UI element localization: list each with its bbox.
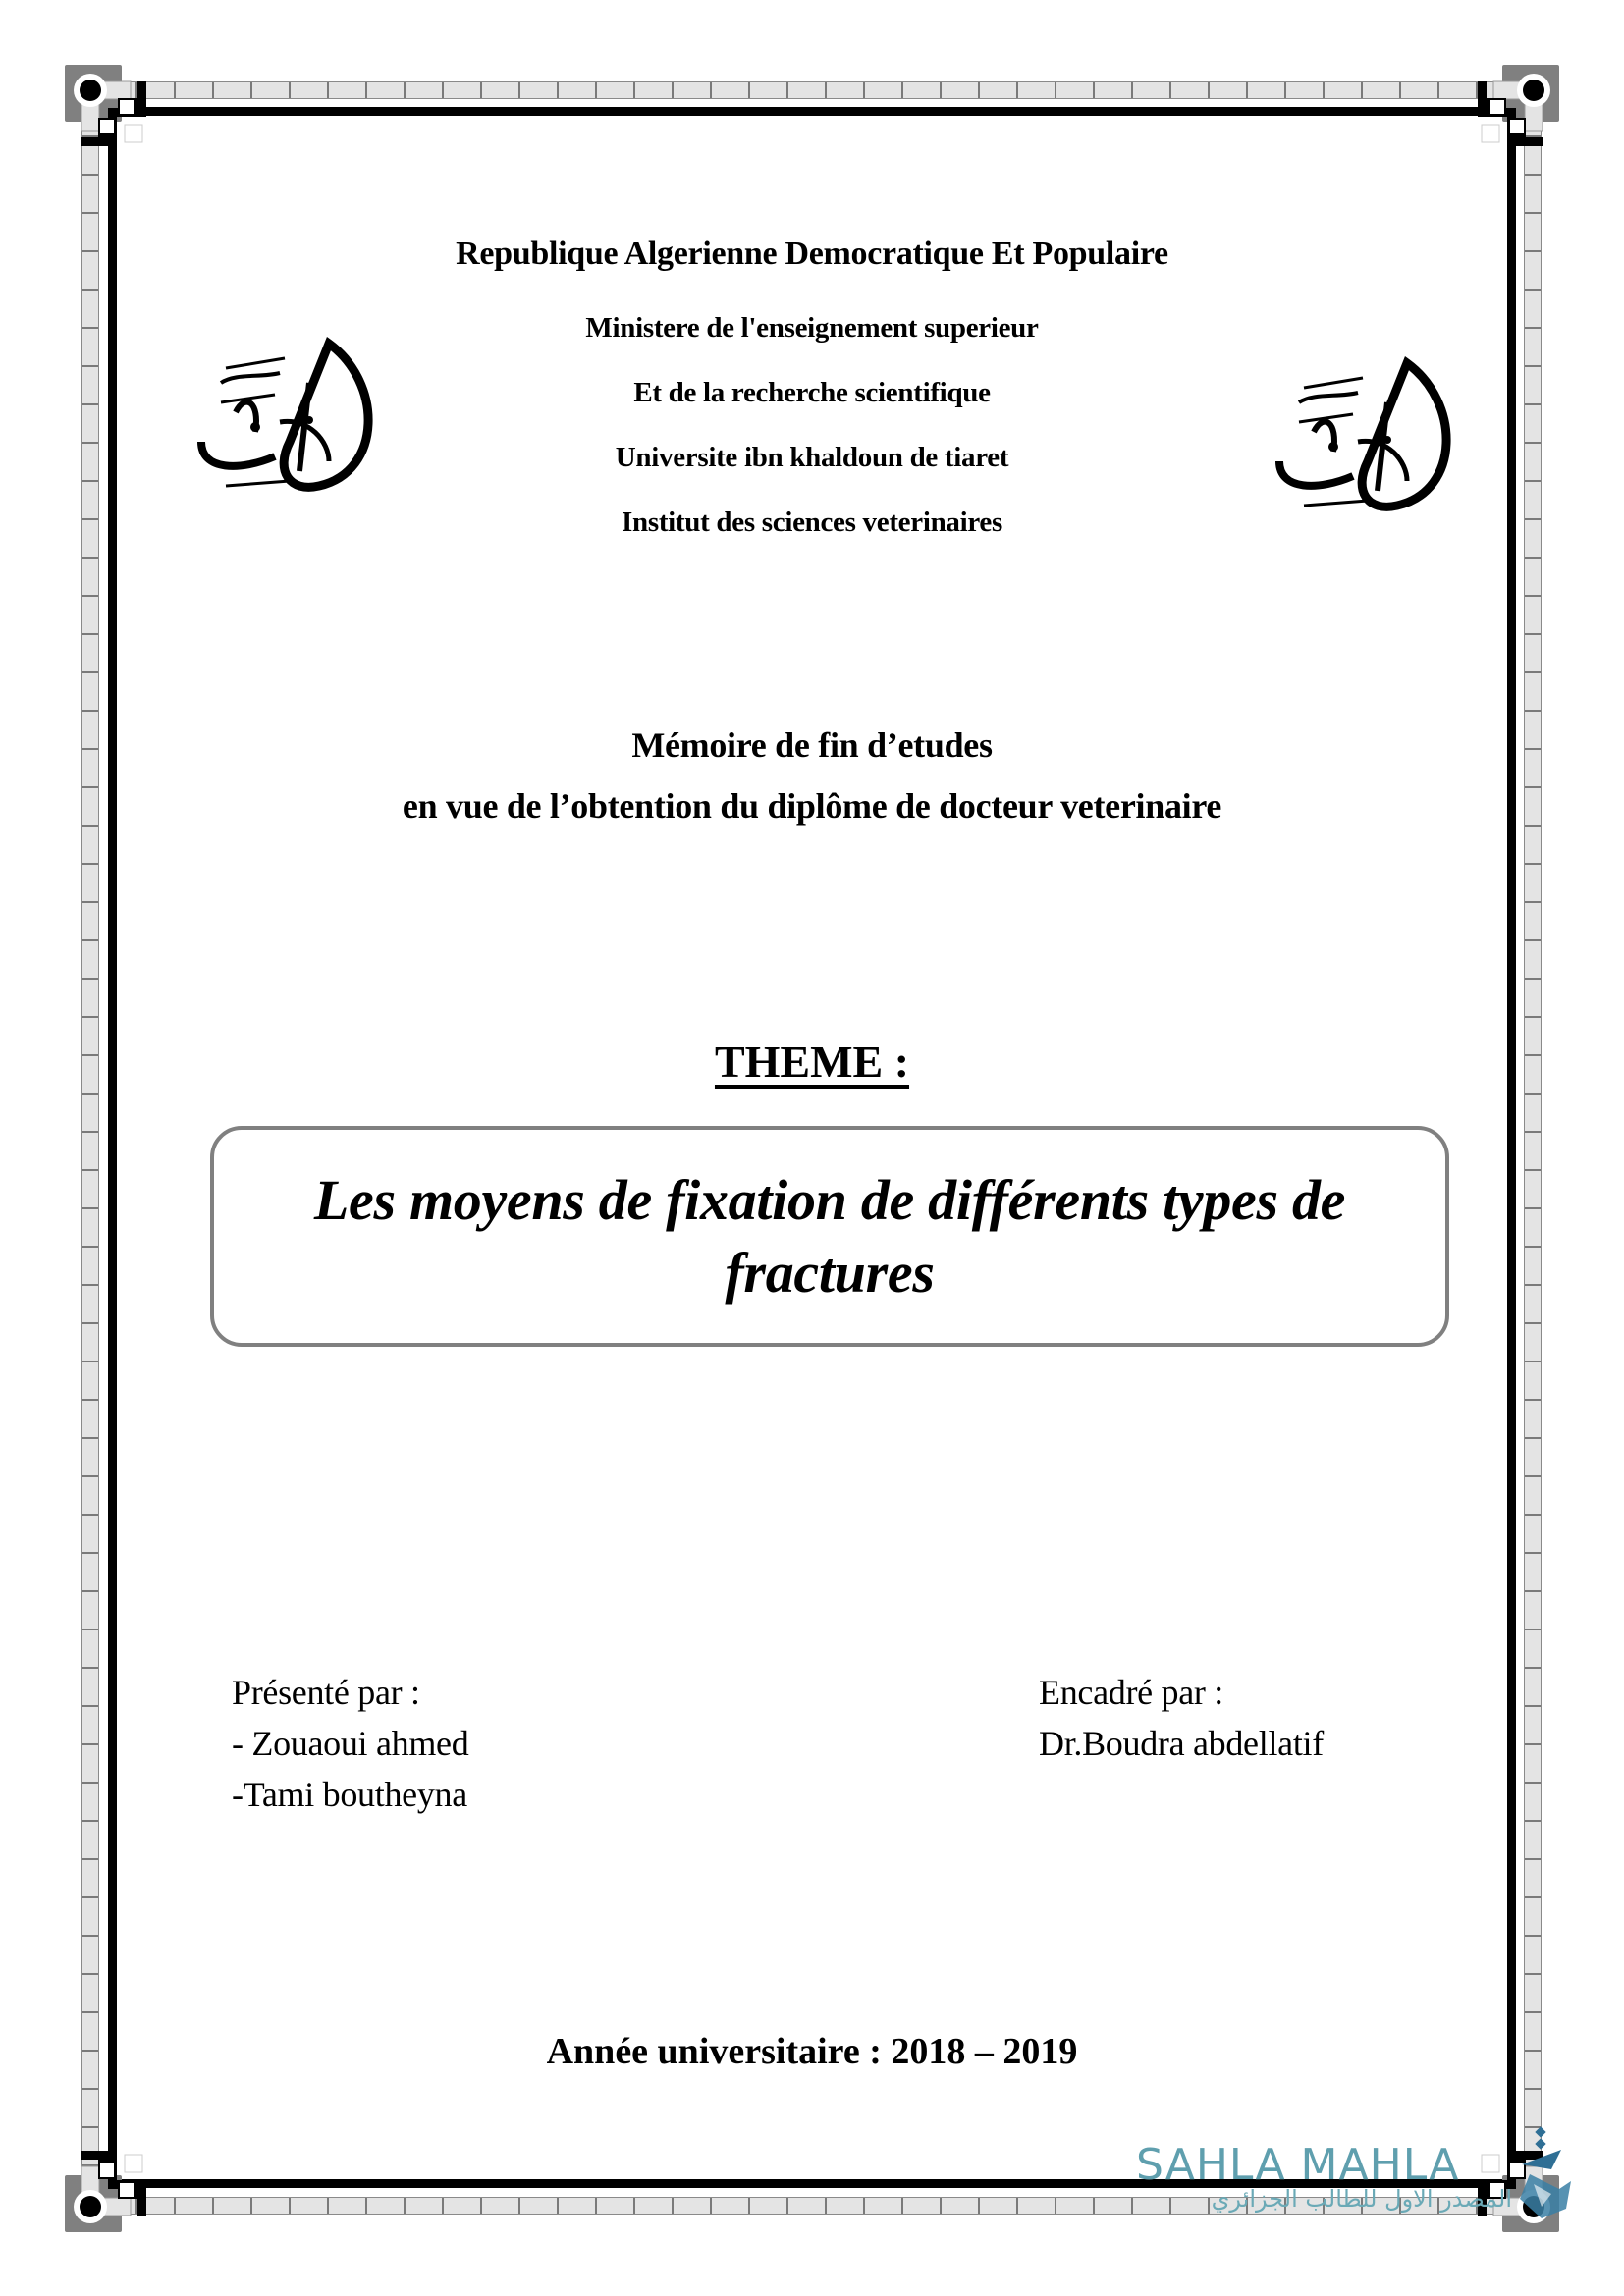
watermark-brand: SAHLA MAHLA bbox=[1136, 2140, 1460, 2190]
frame-corner-top-right-icon bbox=[1467, 59, 1565, 157]
theme-label-text: THEME : bbox=[714, 1037, 910, 1087]
watermark-logo-icon bbox=[1512, 2120, 1581, 2228]
supervised-by-block bbox=[1039, 1667, 1324, 1769]
ministry-line-2: Et de la recherche scientifique bbox=[633, 377, 991, 408]
frame-corner-bottom-left-icon bbox=[59, 2140, 157, 2238]
memoire-block bbox=[0, 715, 1624, 836]
author-1: - Zouaoui ahmed bbox=[232, 1724, 469, 1763]
university-name: Universite ibn khaldoun de tiaret bbox=[615, 442, 1009, 473]
frame-top-line bbox=[108, 107, 1516, 116]
supervised-by-label: Encadré par : bbox=[1039, 1673, 1223, 1712]
frame-right-line bbox=[1507, 108, 1516, 2187]
theme-label bbox=[0, 1036, 1624, 1088]
memoire-line-2: en vue de l’obtention du diplôme de docteur veterinaire bbox=[402, 786, 1222, 826]
institute-name: Institut des sciences veterinaires bbox=[622, 507, 1002, 538]
frame-left-bar bbox=[81, 98, 99, 2197]
memoire-line-1: Mémoire de fin d’etudes bbox=[631, 725, 993, 765]
academic-year: Année universitaire : 2018 – 2019 bbox=[546, 2031, 1078, 2072]
presented-by-label: Présenté par : bbox=[232, 1673, 420, 1712]
university-logo-right-icon bbox=[1260, 344, 1466, 520]
watermark-tagline: المصدر الاول للطالب الجزائري bbox=[1211, 2185, 1512, 2213]
republic-heading: Republique Algerienne Democratique Et Populaire bbox=[456, 236, 1168, 272]
presented-by-block bbox=[232, 1667, 468, 1820]
frame-top-bar bbox=[98, 81, 1524, 99]
theme-title: Les moyens de fixation de différents types de fractures bbox=[313, 1167, 1346, 1305]
ministry-line-1: Ministere de l'enseignement superieur bbox=[585, 312, 1039, 344]
supervisor-name: Dr.Boudra abdellatif bbox=[1039, 1724, 1324, 1763]
frame-right-bar bbox=[1524, 98, 1542, 2197]
frame-left-line bbox=[108, 108, 117, 2187]
theme-title-box bbox=[210, 1126, 1449, 1347]
frame-corner-top-left-icon bbox=[59, 59, 157, 157]
university-logo-left-icon bbox=[182, 324, 388, 501]
author-2: -Tami boutheyna bbox=[232, 1775, 467, 1814]
